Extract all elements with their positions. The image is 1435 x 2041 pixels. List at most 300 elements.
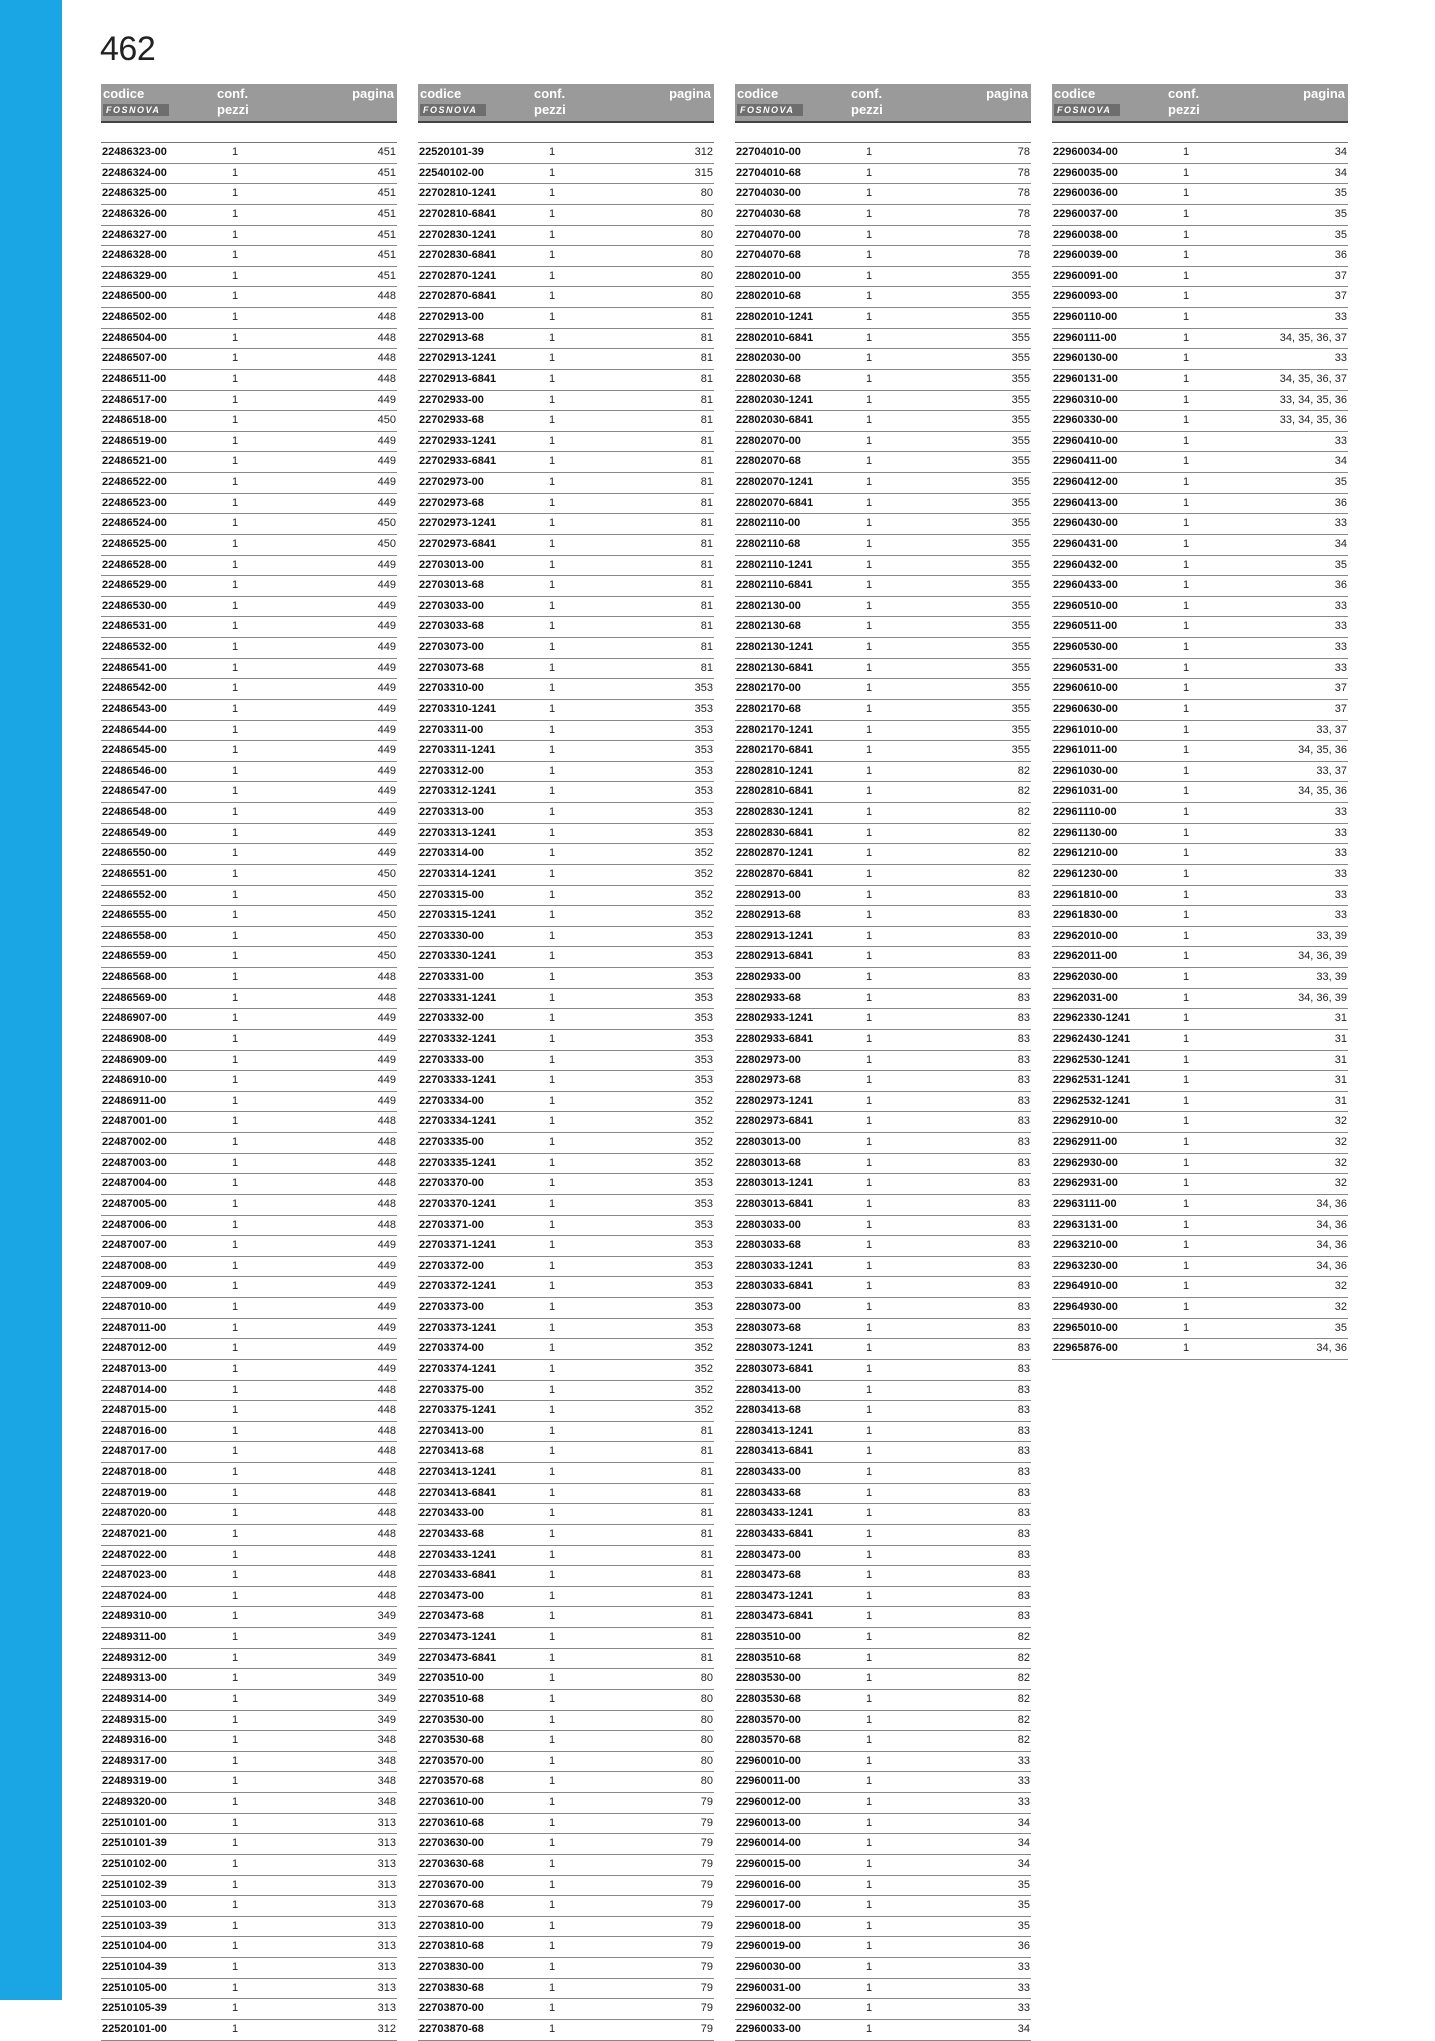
codice-cell: 22960330-00: [1053, 414, 1118, 427]
table-row: [418, 391, 714, 412]
conf-cell: 1: [232, 1094, 239, 1107]
table-row: [101, 1587, 397, 1608]
conf-cell: 1: [866, 599, 873, 612]
conf-cell: 1: [549, 414, 556, 427]
table-row: [418, 1958, 714, 1979]
table-row: [418, 308, 714, 329]
pagina-cell: 353: [694, 1197, 713, 1210]
pagina-cell: 449: [377, 661, 396, 674]
pagina-cell: 80: [700, 269, 713, 282]
pagina-cell: 83: [1017, 1156, 1030, 1169]
codice-cell: 22960034-00: [1053, 146, 1118, 158]
pagina-cell: 83: [1017, 1197, 1030, 1210]
conf-cell: 1: [866, 1362, 873, 1375]
pagina-cell: 448: [377, 971, 396, 983]
codice-cell: 22803413-68: [736, 1404, 801, 1417]
conf-cell: 1: [232, 1012, 239, 1025]
pagina-cell: 81: [700, 661, 713, 674]
conf-cell: 1: [866, 1878, 873, 1891]
codice-cell: 22703310-1241: [419, 702, 497, 715]
codice-cell: 22703530-00: [419, 1713, 484, 1726]
conf-cell: 1: [866, 1136, 873, 1148]
table-row: [1052, 782, 1348, 803]
conf-cell: 1: [549, 146, 556, 158]
codice-cell: 22703312-00: [419, 764, 484, 777]
table-row: [418, 1112, 714, 1133]
pagina-cell: 312: [694, 146, 713, 158]
table-row: [101, 1504, 397, 1525]
table-row: [1052, 494, 1348, 515]
conf-cell: 1: [1183, 888, 1190, 901]
codice-cell: 22510105-39: [102, 2002, 167, 2015]
pagina-cell: 449: [377, 1053, 396, 1066]
pagina-cell: 33: [1334, 517, 1347, 530]
conf-cell: 1: [232, 702, 239, 715]
pagina-cell: 449: [377, 599, 396, 612]
conf-cell: 1: [866, 1156, 873, 1169]
codice-cell: 22703810-68: [419, 1940, 484, 1953]
conf-cell: 1: [1183, 1012, 1190, 1025]
table-header: [1052, 84, 1348, 123]
pagina-cell: 448: [377, 372, 396, 385]
pagina-cell: 353: [694, 764, 713, 777]
codice-cell: 22961110-00: [1053, 806, 1117, 818]
pagina-cell: 83: [1017, 1610, 1030, 1623]
table-row: [1052, 1216, 1348, 1237]
conf-cell: 1: [549, 1692, 556, 1705]
conf-cell: 1: [549, 867, 556, 880]
pagina-cell: 355: [1011, 579, 1030, 592]
codice-cell: 22486531-00: [102, 620, 167, 633]
conf-cell: 1: [549, 1486, 556, 1499]
conf-cell: 1: [232, 249, 239, 262]
table-row: [418, 370, 714, 391]
conf-cell: 1: [232, 1734, 239, 1747]
table-row: [418, 432, 714, 453]
conf-cell: 1: [232, 1486, 239, 1499]
pagina-cell: 352: [694, 1404, 713, 1417]
pagina-cell: 81: [700, 1486, 713, 1499]
page-number: 462: [100, 30, 156, 68]
codice-cell: 22703315-00: [419, 888, 484, 901]
table-row: [1052, 473, 1348, 494]
codice-cell: 22489316-00: [102, 1734, 167, 1747]
codice-cell: 22702933-1241: [419, 434, 497, 447]
codice-cell: 22486555-00: [102, 909, 167, 922]
pagina-cell: 83: [1017, 1259, 1030, 1272]
pagina-cell: 449: [377, 476, 396, 488]
pagina-cell: 82: [1017, 1631, 1030, 1643]
conf-cell: 1: [866, 1651, 873, 1664]
table-row: [101, 1607, 397, 1628]
codice-cell: 22703332-1241: [419, 1032, 497, 1045]
codice-cell: 22702933-6841: [419, 455, 497, 468]
table-row: [418, 556, 714, 577]
table-row: [101, 824, 397, 845]
codice-cell: 22703333-1241: [419, 1074, 497, 1087]
pagina-cell: 81: [700, 641, 713, 653]
codice-cell: 22703333-00: [419, 1053, 484, 1066]
table-header: [418, 84, 714, 123]
table-row: [418, 1999, 714, 2020]
pagina-cell: 448: [377, 1445, 396, 1458]
conf-cell: 1: [866, 537, 873, 550]
conf-cell: 1: [549, 1754, 556, 1767]
codice-cell: 22704030-68: [736, 207, 801, 220]
table-row: [735, 1525, 1031, 1546]
conf-cell: 1: [549, 1796, 556, 1808]
conf-cell: 1: [549, 1837, 556, 1850]
table-row: [418, 1484, 714, 1505]
table-row: [1052, 659, 1348, 680]
pagina-cell: 37: [1334, 290, 1347, 303]
pagina-cell: 353: [694, 1239, 713, 1252]
table-row: [735, 1339, 1031, 1360]
conf-cell: 1: [232, 1466, 239, 1478]
table-row: [418, 1092, 714, 1113]
codice-cell: 22803073-1241: [736, 1342, 814, 1355]
codice-cell: 22702973-68: [419, 496, 484, 509]
table-row: [735, 617, 1031, 638]
codice-cell: 22487008-00: [102, 1259, 167, 1272]
conf-cell: 1: [549, 1445, 556, 1458]
codice-cell: 22510104-00: [102, 1940, 167, 1953]
table-row: [418, 1071, 714, 1092]
table-row: [735, 2020, 1031, 2041]
codice-cell: 22703332-00: [419, 1012, 484, 1025]
conf-cell: 1: [549, 929, 556, 942]
conf-cell: 1: [232, 1032, 239, 1045]
pagina-cell: 33: [1334, 909, 1347, 922]
table-row: [101, 452, 397, 473]
table-row: [735, 700, 1031, 721]
conf-cell: 1: [232, 1239, 239, 1252]
table-row: [735, 1772, 1031, 1793]
pagina-cell: 348: [377, 1734, 396, 1747]
pagina-cell: 355: [1011, 744, 1030, 757]
table-row: [735, 226, 1031, 247]
codice-cell: 22702973-6841: [419, 537, 497, 550]
pagina-cell: 451: [377, 166, 396, 179]
codice-cell: 22802933-6841: [736, 1032, 814, 1045]
conf-cell: 1: [549, 1919, 556, 1932]
codice-cell: 22703371-1241: [419, 1239, 497, 1252]
pagina-cell: 449: [377, 434, 396, 447]
table-row: [735, 1360, 1031, 1381]
side-color-bar: [0, 0, 62, 2000]
pagina-cell: 83: [1017, 1527, 1030, 1540]
codice-cell: 22961011-00: [1053, 744, 1118, 757]
conf-cell: 1: [549, 1857, 556, 1870]
conf-cell: 1: [232, 1197, 239, 1210]
conf-cell: 1: [549, 702, 556, 715]
conf-header: conf.: [851, 86, 883, 101]
codice-cell: 22960032-00: [736, 2002, 801, 2015]
brand-logo: FOSNOVA: [1054, 104, 1120, 116]
pagina-cell: 78: [1017, 187, 1030, 200]
codice-cell: 22703473-00: [419, 1589, 484, 1602]
codice-cell: 22803013-00: [736, 1136, 801, 1148]
pagina-cell: 79: [700, 1857, 713, 1870]
pagina-cell: 33: [1334, 806, 1347, 818]
table-row: [1052, 576, 1348, 597]
pagina-cell: 355: [1011, 311, 1030, 323]
conf-cell: 1: [866, 434, 873, 447]
table-row: [418, 349, 714, 370]
table-row: [418, 576, 714, 597]
table-row: [418, 700, 714, 721]
table-row: [1052, 432, 1348, 453]
conf-cell: 1: [866, 207, 873, 220]
table-row: [101, 927, 397, 948]
conf-cell: 1: [232, 434, 239, 447]
pagina-cell: 82: [1017, 1734, 1030, 1747]
codice-cell: 22962430-1241: [1053, 1032, 1131, 1045]
codice-cell: 22703312-1241: [419, 785, 497, 798]
codice-cell: 22960411-00: [1053, 455, 1118, 468]
table-row: [735, 1236, 1031, 1257]
table-row: [101, 494, 397, 515]
conf-cell: 1: [1183, 1156, 1190, 1169]
table-row: [735, 164, 1031, 185]
conf-cell: 1: [232, 1899, 239, 1912]
codice-cell: 22803013-68: [736, 1156, 801, 1169]
conf-cell: 1: [232, 1961, 239, 1973]
conf-cell: 1: [1183, 1136, 1190, 1148]
codice-cell: 22486558-00: [102, 929, 167, 942]
conf-cell: 1: [866, 661, 873, 674]
codice-cell: 22489311-00: [102, 1631, 167, 1643]
table-row: [418, 1051, 714, 1072]
pagina-cell: 31: [1334, 1012, 1347, 1025]
codice-cell: 22802913-00: [736, 888, 801, 901]
pezzi-header: pezzi: [534, 102, 566, 117]
table-row: [1052, 700, 1348, 721]
codice-cell: 22802030-68: [736, 372, 801, 385]
conf-cell: 1: [232, 2022, 239, 2035]
pagina-cell: 83: [1017, 1280, 1030, 1293]
table-row: [735, 638, 1031, 659]
codice-cell: 22703433-1241: [419, 1548, 497, 1561]
pagina-cell: 449: [377, 785, 396, 798]
pagina-cell: 34, 35, 36, 37: [1279, 372, 1347, 385]
conf-cell: 1: [1183, 847, 1190, 860]
conf-cell: 1: [866, 1816, 873, 1829]
codice-cell: 22802070-68: [736, 455, 801, 468]
conf-cell: 1: [549, 331, 556, 344]
codice-cell: 22960010-00: [736, 1754, 801, 1767]
conf-cell: 1: [866, 1342, 873, 1355]
pagina-cell: 448: [377, 311, 396, 323]
codice-cell: 22960410-00: [1053, 434, 1118, 447]
conf-cell: 1: [549, 372, 556, 385]
pagina-cell: 35: [1334, 476, 1347, 488]
pagina-cell: 353: [694, 1321, 713, 1334]
table-row: [418, 659, 714, 680]
codice-cell: 22802030-1241: [736, 393, 814, 406]
conf-cell: 1: [866, 372, 873, 385]
conf-cell: 1: [549, 311, 556, 323]
table-row: [418, 473, 714, 494]
codice-cell: 22703473-68: [419, 1610, 484, 1623]
pagina-cell: 448: [377, 1548, 396, 1561]
conf-cell: 1: [549, 1094, 556, 1107]
table-row: [101, 1154, 397, 1175]
table-row: [101, 164, 397, 185]
conf-cell: 1: [866, 579, 873, 592]
conf-cell: 1: [866, 1301, 873, 1313]
pagina-cell: 33, 34, 35, 36: [1279, 414, 1347, 427]
pagina-cell: 81: [700, 311, 713, 323]
conf-cell: 1: [866, 867, 873, 880]
table-row: [101, 143, 397, 164]
pagina-cell: 33: [1334, 311, 1347, 323]
codice-cell: 22703433-6841: [419, 1569, 497, 1582]
table-row: [1052, 1277, 1348, 1298]
conf-cell: 1: [549, 641, 556, 653]
conf-cell: 1: [866, 1280, 873, 1293]
pagina-cell: 449: [377, 826, 396, 839]
codice-cell: 22487004-00: [102, 1177, 167, 1190]
table-row: [735, 1504, 1031, 1525]
table-row: [418, 1752, 714, 1773]
pagina-cell: 449: [377, 682, 396, 695]
table-row: [418, 494, 714, 515]
table-row: [101, 1876, 397, 1897]
pagina-cell: 83: [1017, 1012, 1030, 1025]
codice-cell: 22803033-6841: [736, 1280, 814, 1293]
pagina-cell: 79: [700, 1919, 713, 1932]
codice-cell: 22803073-6841: [736, 1362, 814, 1375]
conf-cell: 1: [866, 1218, 873, 1231]
table-row: [735, 968, 1031, 989]
pagina-cell: 355: [1011, 537, 1030, 550]
pezzi-header: pezzi: [217, 102, 249, 117]
conf-cell: 1: [232, 1775, 239, 1788]
table-row: [735, 886, 1031, 907]
conf-cell: 1: [549, 1301, 556, 1313]
codice-cell: 22960035-00: [1053, 166, 1118, 179]
conf-cell: 1: [866, 1672, 873, 1685]
codice-cell: 22487007-00: [102, 1239, 167, 1252]
codice-cell: 22704070-68: [736, 249, 801, 262]
conf-cell: 1: [549, 1074, 556, 1087]
pagina-header: pagina: [986, 86, 1028, 101]
pagina-cell: 451: [377, 207, 396, 220]
conf-cell: 1: [232, 1362, 239, 1375]
codice-cell: 22487015-00: [102, 1404, 167, 1417]
table-row: [418, 1401, 714, 1422]
conf-cell: 1: [232, 764, 239, 777]
conf-cell: 1: [232, 744, 239, 757]
table-row: [418, 803, 714, 824]
codice-cell: 22802170-68: [736, 702, 801, 715]
conf-cell: 1: [232, 414, 239, 427]
conf-cell: 1: [1183, 352, 1190, 365]
pagina-cell: 449: [377, 723, 396, 736]
pagina-cell: 33: [1334, 661, 1347, 674]
pagina-cell: 353: [694, 1301, 713, 1313]
pagina-cell: 449: [377, 1280, 396, 1293]
pagina-cell: 80: [700, 1692, 713, 1705]
table-row: [101, 514, 397, 535]
conf-cell: 1: [549, 991, 556, 1004]
pagina-cell: 312: [377, 2022, 396, 2035]
pagina-cell: 82: [1017, 826, 1030, 839]
table-row: [418, 452, 714, 473]
conf-cell: 1: [866, 1919, 873, 1932]
pagina-cell: 79: [700, 1878, 713, 1891]
codice-cell: 22702933-68: [419, 414, 484, 427]
pagina-cell: 448: [377, 352, 396, 365]
index-table-4: [1052, 84, 1348, 1360]
pagina-cell: 33: [1017, 1754, 1030, 1767]
codice-cell: 22703334-1241: [419, 1115, 497, 1128]
table-row: [735, 1711, 1031, 1732]
conf-cell: 1: [1183, 146, 1190, 158]
codice-cell: 22486909-00: [102, 1053, 167, 1066]
table-row: [101, 1999, 397, 2020]
pagina-cell: 31: [1334, 1094, 1347, 1107]
conf-cell: 1: [1183, 1197, 1190, 1210]
pagina-cell: 34, 36, 39: [1298, 950, 1347, 963]
pagina-cell: 34: [1017, 1837, 1030, 1850]
codice-cell: 22802810-6841: [736, 785, 814, 798]
conf-cell: 1: [549, 764, 556, 777]
conf-cell: 1: [1183, 269, 1190, 282]
codice-cell: 22802913-6841: [736, 950, 814, 963]
conf-cell: 1: [232, 641, 239, 653]
table-row: [418, 1298, 714, 1319]
conf-cell: 1: [232, 1631, 239, 1643]
conf-cell: 1: [232, 166, 239, 179]
conf-cell: 1: [232, 1919, 239, 1932]
codice-cell: 22486568-00: [102, 971, 167, 983]
table-row: [1052, 803, 1348, 824]
codice-cell: 22703373-00: [419, 1301, 484, 1313]
table-row: [418, 1711, 714, 1732]
codice-cell: 22702810-1241: [419, 187, 497, 200]
codice-cell: 22703330-1241: [419, 950, 497, 963]
conf-cell: 1: [866, 1074, 873, 1087]
table-row: [101, 1834, 397, 1855]
table-row: [418, 1009, 714, 1030]
table-row: [735, 1154, 1031, 1175]
pagina-cell: 37: [1334, 702, 1347, 715]
pagina-cell: 352: [694, 847, 713, 860]
conf-cell: 1: [866, 929, 873, 942]
conf-cell: 1: [1183, 929, 1190, 942]
codice-cell: 22486530-00: [102, 599, 167, 612]
conf-cell: 1: [232, 867, 239, 880]
table-row: [101, 741, 397, 762]
conf-cell: 1: [232, 1321, 239, 1334]
codice-cell: 22802170-00: [736, 682, 801, 695]
table-row: [1052, 452, 1348, 473]
codice-cell: 22487009-00: [102, 1280, 167, 1293]
table-row: [101, 1690, 397, 1711]
codice-cell: 22702870-6841: [419, 290, 497, 303]
conf-cell: 1: [232, 1115, 239, 1128]
table-row: [1052, 391, 1348, 412]
pagina-cell: 448: [377, 1466, 396, 1478]
codice-cell: 22961030-00: [1053, 764, 1118, 777]
conf-cell: 1: [549, 434, 556, 447]
table-row: [1052, 1030, 1348, 1051]
codice-cell: 22487002-00: [102, 1136, 167, 1148]
conf-cell: 1: [232, 1569, 239, 1582]
table-row: [418, 1731, 714, 1752]
